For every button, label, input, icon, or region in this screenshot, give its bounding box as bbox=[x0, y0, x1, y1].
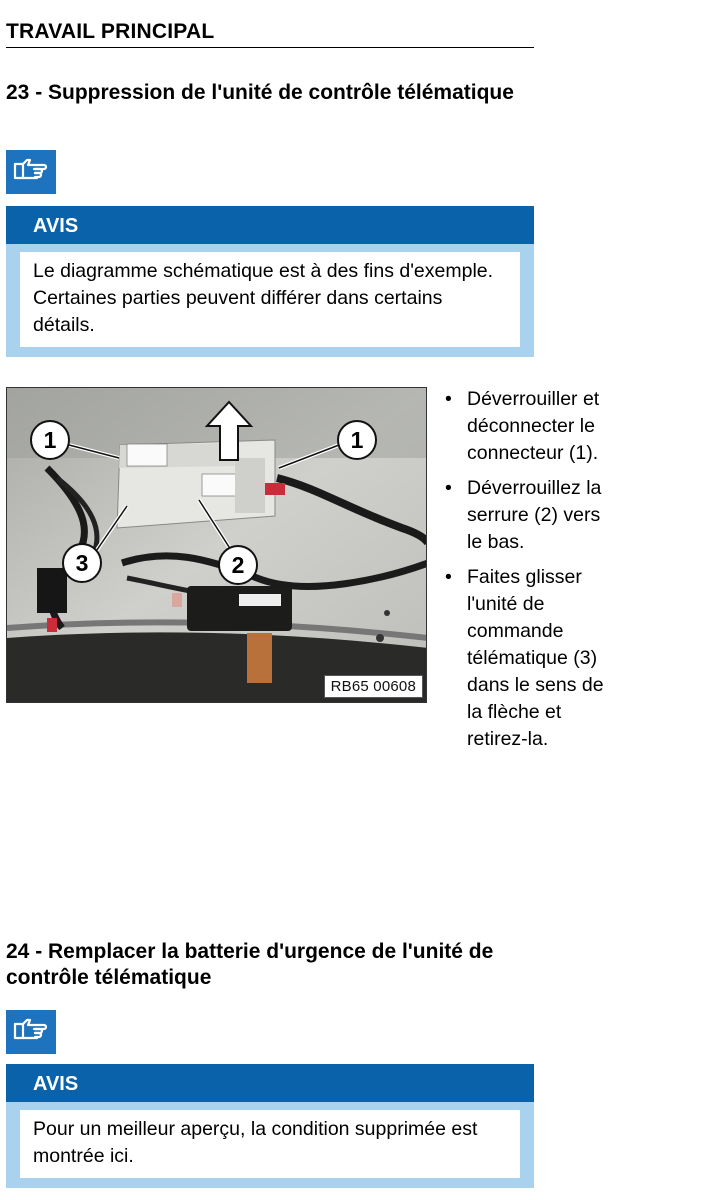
svg-text:1: 1 bbox=[43, 427, 57, 453]
notice-label: AVIS bbox=[6, 1064, 534, 1102]
notice-box-1 bbox=[6, 206, 534, 357]
step-24-title: 24 - Remplacer la batterie d'urgence de l'unité de contrôle télématique bbox=[6, 940, 494, 989]
main-heading: TRAVAIL PRINCIPAL bbox=[6, 20, 215, 43]
step-23-instructions bbox=[440, 386, 610, 761]
notice-label: AVIS bbox=[6, 206, 534, 244]
callout-3 bbox=[63, 544, 101, 582]
instruction-item: • Déverrouiller et déconnecter le connecteur (1). bbox=[440, 386, 610, 467]
telematics-unit-photo bbox=[6, 387, 427, 703]
svg-text:3: 3 bbox=[75, 550, 89, 576]
svg-text:2: 2 bbox=[231, 552, 245, 578]
callout-1-left bbox=[31, 421, 69, 459]
step-23-title: 23 - Suppression de l'unité de contrôle télématique bbox=[6, 81, 514, 104]
pointing-hand-icon bbox=[6, 1010, 56, 1054]
svg-text:1: 1 bbox=[350, 427, 364, 453]
callout-1-right bbox=[338, 421, 376, 459]
figure-code: RB65 00608 bbox=[324, 675, 423, 698]
notice-box-2 bbox=[6, 1064, 534, 1188]
pointing-hand-icon bbox=[6, 150, 56, 194]
callout-2 bbox=[219, 546, 257, 584]
heading-divider bbox=[6, 47, 534, 48]
notice-text: Pour un meilleur aperçu, la condition supprimée est montrée ici. bbox=[20, 1110, 520, 1178]
instruction-item: • Déverrouillez la serrure (2) vers le bas. bbox=[440, 475, 610, 556]
instruction-item: • Faites glisser l'unité de commande télématique (3) dans le sens de la flèche et retirez-la. bbox=[440, 564, 610, 753]
notice-text: Le diagramme schématique est à des fins d'exemple. Certaines parties peuvent différer dans certains détails. bbox=[20, 252, 520, 347]
